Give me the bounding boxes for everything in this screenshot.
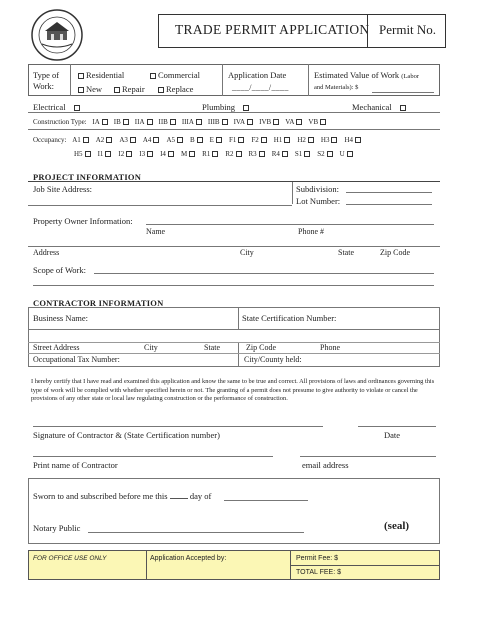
option-ib[interactable]: [114, 118, 131, 126]
option-label: H3: [320, 136, 330, 144]
option-label: IA: [92, 118, 100, 126]
option-r4[interactable]: [272, 150, 290, 158]
checkbox[interactable]: [197, 137, 203, 143]
job-site-label: Job Site Address:: [33, 184, 93, 194]
option-r3[interactable]: [249, 150, 267, 158]
replace-option[interactable]: Replace: [156, 84, 193, 94]
option-r1[interactable]: [202, 150, 220, 158]
option-label: F2: [251, 136, 259, 144]
option-label: F1: [228, 136, 237, 144]
option-a5[interactable]: [166, 136, 185, 144]
electrical-option[interactable]: Electrical: [33, 102, 82, 112]
checkbox[interactable]: [196, 119, 202, 125]
option-label: R2: [225, 150, 234, 158]
contractor-city-label: City: [144, 343, 158, 352]
sworn-text: Sworn to and subscribed before me this day of: [33, 491, 212, 501]
repair-checkbox[interactable]: [114, 87, 120, 93]
option-iia[interactable]: [135, 118, 155, 126]
option-s1[interactable]: [295, 150, 312, 158]
address-zip-label: Zip Code: [380, 248, 410, 257]
checkbox[interactable]: [177, 137, 183, 143]
option-va[interactable]: [285, 118, 304, 126]
option-i2[interactable]: [118, 150, 134, 158]
checkbox[interactable]: [147, 151, 153, 157]
option-label: R1: [202, 150, 211, 158]
checkbox[interactable]: [189, 151, 195, 157]
signature-label: Signature of Contractor & (State Certification number): [33, 430, 220, 440]
option-label: IIA: [134, 118, 145, 126]
checkbox[interactable]: [102, 119, 108, 125]
state-cert-label: State Certification Number:: [242, 313, 337, 323]
option-label: VB: [308, 118, 319, 126]
option-label: S1: [294, 150, 303, 158]
electrical-checkbox[interactable]: [74, 105, 80, 111]
mechanical-checkbox[interactable]: [400, 105, 406, 111]
option-label: R3: [248, 150, 257, 158]
accepted-by-label: Application Accepted by:: [150, 555, 227, 562]
option-iib[interactable]: [159, 118, 178, 126]
commercial-checkbox[interactable]: [150, 73, 156, 79]
option-label: VA: [285, 118, 295, 126]
option-label: I4: [160, 150, 166, 158]
office-use-label: FOR OFFICE USE ONLY: [33, 555, 107, 562]
new-checkbox[interactable]: [78, 87, 84, 93]
permit-no-label: Permit No.: [379, 22, 437, 37]
mechanical-option[interactable]: Mechanical: [352, 102, 408, 112]
option-label: A4: [142, 136, 152, 144]
option-h3[interactable]: [321, 136, 340, 144]
occupancy-label: Occupancy:: [33, 136, 67, 144]
checkbox[interactable]: [236, 151, 242, 157]
checkbox[interactable]: [273, 119, 279, 125]
option-r2[interactable]: [225, 150, 243, 158]
option-ivb[interactable]: [259, 118, 281, 126]
construction-type-label: Construction Type:: [33, 118, 87, 126]
checkbox[interactable]: [327, 151, 333, 157]
checkbox[interactable]: [238, 137, 244, 143]
checkbox[interactable]: [308, 137, 314, 143]
scope-of-work-label: Scope of Work:: [33, 265, 86, 275]
option-label: H2: [297, 136, 306, 144]
option-i1[interactable]: [98, 150, 114, 158]
owner-name-label: Name: [146, 227, 166, 236]
option-label: A5: [166, 136, 175, 144]
option-f2[interactable]: [251, 136, 268, 144]
option-label: H4: [344, 136, 354, 144]
option-label: E: [209, 136, 214, 144]
project-heading: PROJECT INFORMATION: [33, 172, 142, 182]
checkbox[interactable]: [168, 151, 174, 157]
city-seal: [30, 8, 84, 62]
option-h5[interactable]: [74, 150, 93, 158]
address-label: Address: [33, 248, 60, 257]
form-title: TRADE PERMIT APPLICATION: [175, 22, 370, 37]
estimated-value-label: Estimated Value of Work (Labor: [314, 70, 419, 80]
new-option[interactable]: New: [76, 84, 102, 94]
plumbing-option[interactable]: Plumbing: [202, 102, 251, 112]
option-f1[interactable]: [229, 136, 246, 144]
checkbox[interactable]: [153, 137, 159, 143]
residential-option[interactable]: Residential: [76, 70, 124, 80]
email-label: email address: [302, 460, 349, 470]
certification-text: I hereby certify that I have read and examined this application and know the same to be true and correct. All provisions of laws and ordinances governing this type of work will be complied with whether specified herein or not. The granting of a permit does not presume to give authority to violate or cancel the provisions of any other state or local law regulating construction or the performance of construction.: [31, 378, 435, 403]
title-box: [158, 14, 446, 48]
checkbox[interactable]: [212, 151, 218, 157]
lot-number-label: Lot Number:: [296, 196, 341, 206]
option-h2[interactable]: [297, 136, 316, 144]
total-fee-label: TOTAL FEE: $: [296, 569, 341, 576]
contractor-heading: CONTRACTOR INFORMATION: [33, 298, 164, 308]
option-b[interactable]: [190, 136, 205, 144]
checkbox[interactable]: [259, 151, 265, 157]
checkbox[interactable]: [222, 119, 228, 125]
print-name-label: Print name of Contractor: [33, 460, 118, 470]
option-vb[interactable]: [308, 118, 328, 126]
option-label: H5: [74, 150, 83, 158]
option-a1[interactable]: [72, 136, 91, 144]
occupancy-row-2: [74, 150, 360, 158]
checkbox[interactable]: [83, 137, 89, 143]
option-label: A3: [119, 136, 128, 144]
application-date-field[interactable]: ____/____/____: [232, 83, 289, 92]
option-label: A2: [95, 136, 105, 144]
checkbox[interactable]: [126, 151, 132, 157]
option-label: U: [339, 150, 345, 158]
contractor-state-label: State: [204, 343, 220, 352]
option-ia[interactable]: [92, 118, 109, 126]
checkbox[interactable]: [105, 151, 111, 157]
option-label: M: [180, 150, 188, 158]
street-address-label: Street Address: [33, 343, 80, 352]
option-label: IIIA: [181, 118, 194, 126]
checkbox[interactable]: [106, 137, 112, 143]
city-county-label: City/County held:: [244, 355, 302, 364]
option-label: IB: [113, 118, 121, 126]
owner-info-label: Property Owner Information:: [33, 216, 133, 226]
option-label: IIB: [158, 118, 168, 126]
checkbox[interactable]: [355, 137, 361, 143]
checkbox[interactable]: [284, 137, 290, 143]
checkbox[interactable]: [282, 151, 288, 157]
contractor-phone-label: Phone: [320, 343, 340, 352]
option-h4[interactable]: [344, 136, 363, 144]
permit-fee-label: Permit Fee: $: [296, 555, 339, 562]
type-of-work-label: Type of Work:: [33, 70, 60, 91]
option-a3[interactable]: [119, 136, 138, 144]
option-label: I2: [118, 150, 125, 158]
checkbox[interactable]: [247, 119, 253, 125]
option-label: H1: [273, 136, 283, 144]
option-label: IIIB: [207, 118, 220, 126]
option-iva[interactable]: [234, 118, 256, 126]
option-label: I3: [139, 150, 146, 158]
business-name-label: Business Name:: [33, 313, 89, 323]
replace-checkbox[interactable]: [158, 87, 164, 93]
option-a2[interactable]: [96, 136, 115, 144]
notary-public-label: Notary Public: [33, 523, 81, 533]
contractor-zip-label: Zip Code: [246, 343, 276, 352]
address-city-label: City: [240, 248, 254, 257]
option-i4[interactable]: [160, 150, 176, 158]
checkbox[interactable]: [130, 137, 136, 143]
option-i3[interactable]: [139, 150, 155, 158]
plumbing-checkbox[interactable]: [243, 105, 249, 111]
application-date-label: Application Date: [228, 70, 287, 80]
subdivision-label: Subdivision:: [296, 184, 339, 194]
notary-box: [28, 478, 440, 544]
option-iiia[interactable]: [182, 118, 204, 126]
option-label: R4: [271, 150, 280, 158]
checkbox[interactable]: [347, 151, 353, 157]
option-label: I1: [97, 150, 104, 158]
option-label: IVA: [233, 118, 246, 126]
option-h1[interactable]: [274, 136, 293, 144]
construction-type-row: [33, 118, 332, 126]
occ-tax-label: Occupational Tax Number:: [33, 355, 120, 364]
checkbox[interactable]: [170, 119, 176, 125]
option-label: S2: [317, 150, 325, 158]
seal-label: (seal): [384, 520, 410, 532]
checkbox[interactable]: [331, 137, 337, 143]
checkbox[interactable]: [304, 151, 310, 157]
option-label: A1: [72, 136, 81, 144]
commercial-option[interactable]: Commercial: [148, 70, 200, 80]
checkbox[interactable]: [320, 119, 326, 125]
option-label: B: [190, 136, 195, 144]
checkbox[interactable]: [123, 119, 129, 125]
address-state-label: State: [338, 248, 354, 257]
repair-option[interactable]: Repair: [112, 84, 145, 94]
option-iiib[interactable]: [208, 118, 230, 126]
checkbox[interactable]: [296, 119, 302, 125]
option-u[interactable]: [340, 150, 355, 158]
option-e[interactable]: [210, 136, 224, 144]
checkbox[interactable]: [216, 137, 222, 143]
date-label: Date: [384, 430, 401, 440]
estimated-value-field[interactable]: and Materials): $: [314, 84, 359, 91]
option-label: IVB: [259, 118, 272, 126]
residential-checkbox[interactable]: [78, 73, 84, 79]
owner-phone-label: Phone #: [298, 227, 324, 236]
option-a4[interactable]: [143, 136, 162, 144]
checkbox[interactable]: [261, 137, 267, 143]
option-m[interactable]: [181, 150, 197, 158]
checkbox[interactable]: [85, 151, 91, 157]
occupancy-row-1: [33, 136, 368, 144]
checkbox[interactable]: [147, 119, 153, 125]
option-s2[interactable]: [317, 150, 334, 158]
